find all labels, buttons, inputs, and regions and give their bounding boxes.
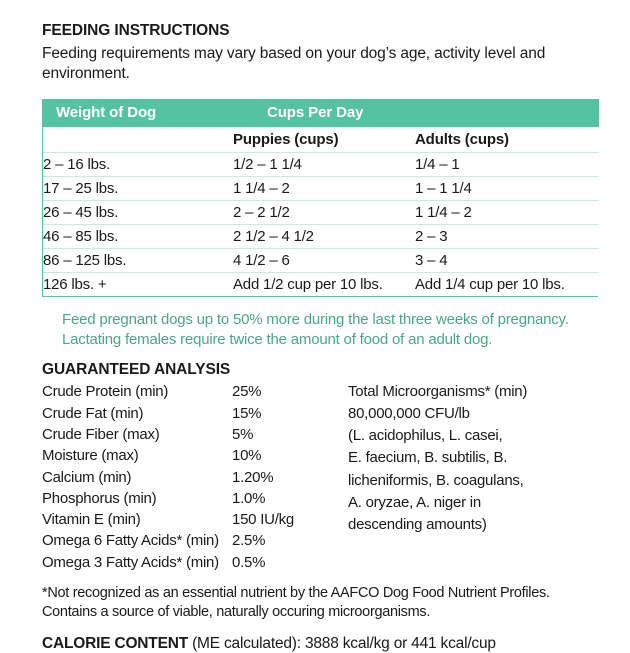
cell-weight: 17 – 25 lbs. xyxy=(43,176,233,200)
cell-weight: 26 – 45 lbs. xyxy=(43,200,233,224)
feeding-table-container xyxy=(42,99,598,297)
aafco-footnote xyxy=(42,584,598,623)
cell-adults: 1/4 – 1 xyxy=(415,152,599,176)
cell-weight: 86 – 125 lbs. xyxy=(43,248,233,272)
nutrient-row xyxy=(42,530,342,551)
nutrient-value: 10% xyxy=(232,447,262,465)
pregnancy-note-line-1: Feed pregnant dogs up to 50% more during the last three weeks of pregnancy. xyxy=(62,310,569,328)
footnote-line-1: *Not recognized as an essential nutrient by the AAFCO Dog Food Nutrient Profiles. xyxy=(42,585,550,602)
guaranteed-analysis-nutrient-list xyxy=(42,381,342,573)
guaranteed-analysis-columns xyxy=(42,381,598,573)
table-header-row xyxy=(43,99,599,127)
guaranteed-analysis-title: GUARANTEED ANALYSIS xyxy=(42,361,231,379)
table-row xyxy=(43,200,599,224)
nutrient-name: Crude Fat (min) xyxy=(42,404,144,422)
cell-puppies: Add 1/2 cup per 10 lbs. xyxy=(233,272,415,296)
feeding-instructions-title: FEEDING INSTRUCTIONS xyxy=(42,22,230,39)
table-subheader-adults: Adults (cups) xyxy=(415,127,599,153)
nutrient-name: Moisture (max) xyxy=(42,447,139,465)
cell-puppies: 2 1/2 – 4 1/2 xyxy=(233,224,415,248)
table-subheader-blank xyxy=(43,127,233,153)
table-subheader-puppies: Puppies (cups) xyxy=(233,127,415,153)
feeding-intro-text xyxy=(42,44,582,85)
cell-weight: 46 – 85 lbs. xyxy=(43,224,233,248)
cell-adults: 3 – 4 xyxy=(415,248,599,272)
pregnancy-note-line-2: Lactating females require twice the amount of food of an adult dog. xyxy=(62,330,493,348)
microorganisms-line: A. oryzae, A. niger in xyxy=(348,493,481,511)
cell-puppies: 2 – 2 1/2 xyxy=(233,200,415,224)
table-row xyxy=(43,272,599,296)
nutrient-name: Crude Protein (min) xyxy=(42,383,169,401)
nutrient-row xyxy=(42,488,342,509)
microorganisms-line: 80,000,000 CFU/lb xyxy=(348,404,470,422)
nutrient-value: 0.5% xyxy=(232,553,266,571)
nutrient-name: Omega 6 Fatty Acids* (min) xyxy=(42,532,219,550)
nutrient-row xyxy=(42,467,342,488)
nutrient-value: 1.20% xyxy=(232,468,274,486)
nutrient-name: Vitamin E (min) xyxy=(42,511,141,529)
table-header-cups-per-day: Cups Per Day xyxy=(233,99,599,127)
pregnancy-feeding-note xyxy=(62,310,598,350)
nutrient-value: 2.5% xyxy=(232,532,266,550)
table-subheader-row xyxy=(43,127,599,153)
cell-puppies: 1 1/4 – 2 xyxy=(233,176,415,200)
calorie-content-label: CALORIE CONTENT xyxy=(42,634,188,652)
nutrient-value: 25% xyxy=(232,383,262,401)
cell-adults: 2 – 3 xyxy=(415,224,599,248)
nutrient-row xyxy=(42,445,342,466)
nutrient-name: Calcium (min) xyxy=(42,468,132,486)
microorganisms-line: (L. acidophilus, L. casei, xyxy=(348,427,503,444)
microorganisms-line: descending amounts) xyxy=(348,516,487,534)
table-header-weight: Weight of Dog xyxy=(43,99,233,127)
cell-puppies: 1/2 – 1 1/4 xyxy=(233,152,415,176)
nutrient-name: Omega 3 Fatty Acids* (min) xyxy=(42,553,219,571)
cell-adults: 1 – 1 1/4 xyxy=(415,176,599,200)
table-row xyxy=(43,176,599,200)
microorganisms-line: licheniformis, B. coagulans, xyxy=(348,471,524,489)
microorganisms-line: E. faecium, B. subtilis, B. xyxy=(348,449,508,467)
cell-adults: 1 1/4 – 2 xyxy=(415,200,599,224)
nutrient-row xyxy=(42,381,342,402)
nutrient-row xyxy=(42,552,342,573)
table-row xyxy=(43,248,599,272)
cell-puppies: 4 1/2 – 6 xyxy=(233,248,415,272)
table-row xyxy=(43,152,599,176)
feeding-intro-line-2: and environment. xyxy=(42,44,546,83)
cell-adults: Add 1/4 cup per 10 lbs. xyxy=(415,272,599,296)
nutrient-name: Crude Fiber (max) xyxy=(42,426,160,443)
microorganisms-line: Total Microorganisms* (min) xyxy=(348,383,528,401)
feeding-table xyxy=(43,99,599,296)
nutrient-row xyxy=(42,424,342,445)
cell-weight: 2 – 16 lbs. xyxy=(43,152,233,176)
feeding-intro-line-1: Feeding requirements may vary based on your dog’s age, activity level xyxy=(42,44,516,62)
cell-weight: 126 lbs. + xyxy=(43,272,233,296)
nutrient-value: 150 IU/kg xyxy=(232,511,294,529)
nutrient-value: 5% xyxy=(232,426,254,443)
nutrient-value: 1.0% xyxy=(232,489,266,507)
footnote-line-2: Contains a source of viable, naturally occuring microorganisms. xyxy=(42,604,431,621)
nutrient-name: Phosphorus (min) xyxy=(42,489,157,507)
nutrient-value: 15% xyxy=(232,404,262,422)
calorie-content xyxy=(42,635,598,653)
microorganisms-block xyxy=(342,381,598,573)
nutrient-row xyxy=(42,403,342,424)
nutrient-row xyxy=(42,509,342,530)
calorie-content-detail: (ME calculated): 3888 kcal/kg or 441 kcal/cup xyxy=(187,634,496,652)
table-row xyxy=(43,224,599,248)
